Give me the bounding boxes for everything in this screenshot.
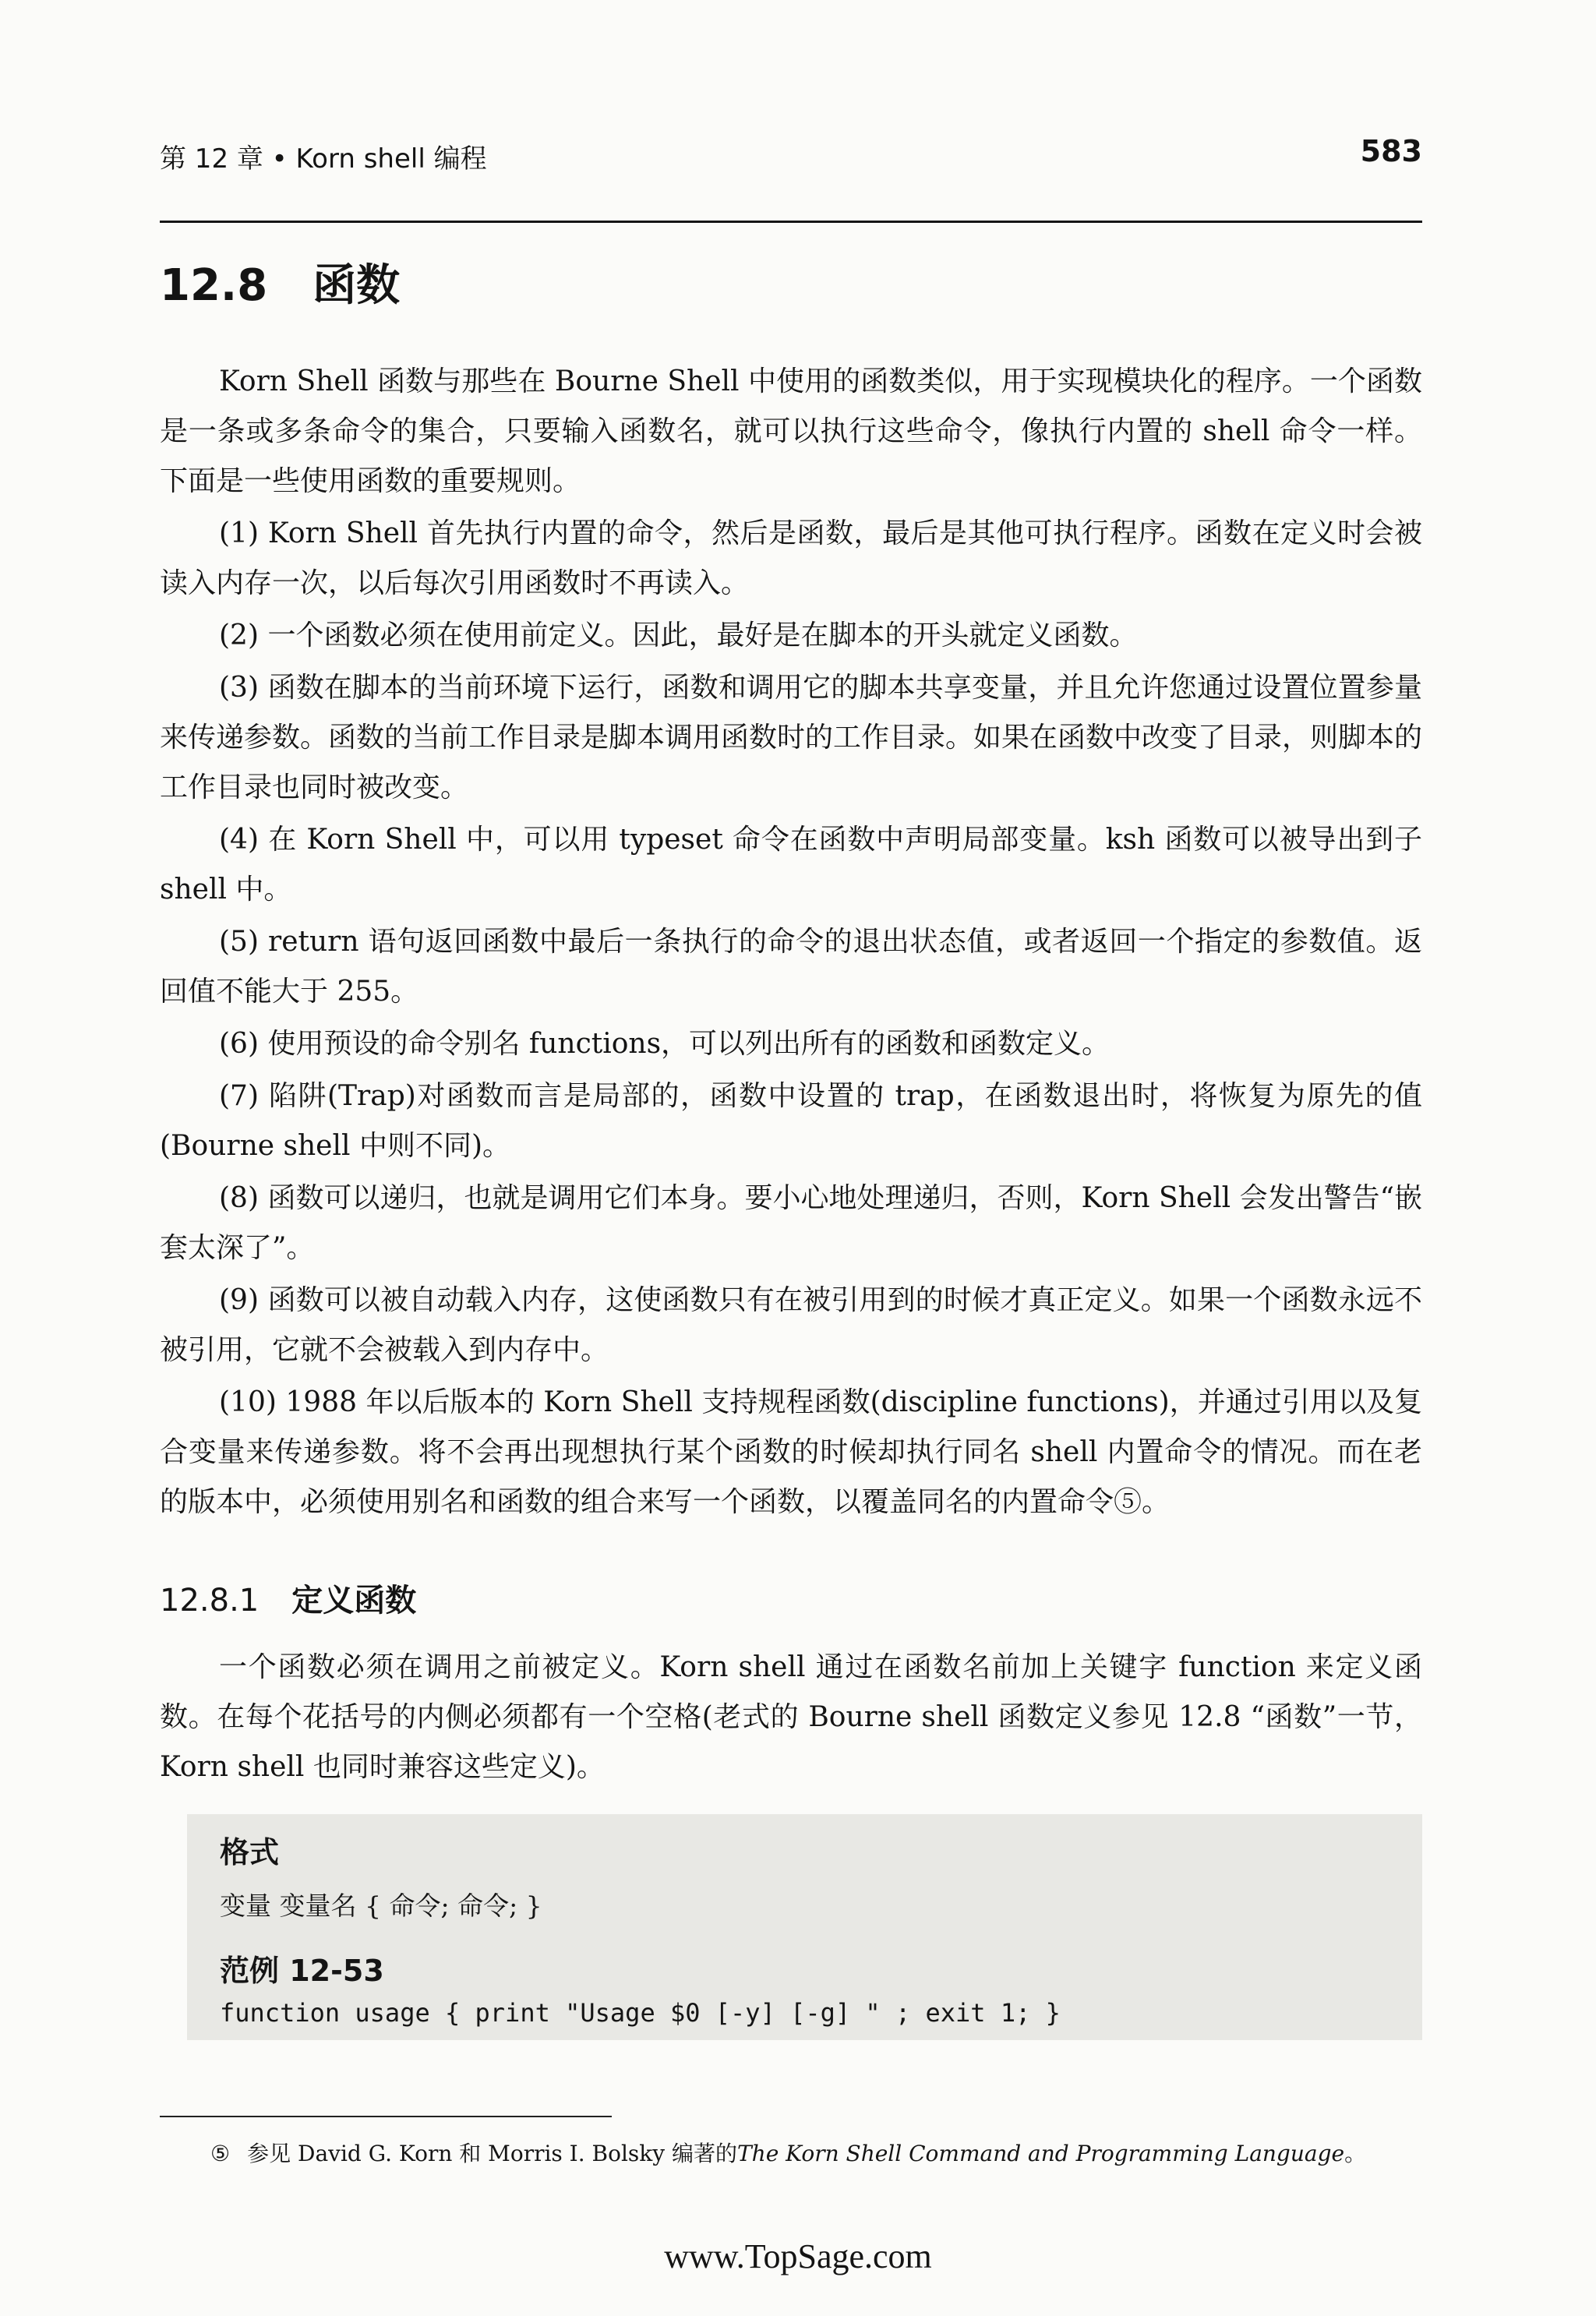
subsection-title: 定义函数 [291, 1583, 417, 1619]
running-header [160, 131, 1422, 178]
rule-item: (2) 一个函数必须在使用前定义。因此，最好是在脚本的开头就定义函数。 [219, 620, 1138, 651]
example-label: 范例 12-53 [220, 1954, 384, 1988]
footnote-marker: ⑤ [210, 2141, 231, 2166]
footnote-text: 参见 David G. Korn 和 Morris I. Bolsky 编著的 [247, 2141, 737, 2166]
rule-item: (10) 1988 年以后版本的 Korn Shell 支持规程函数(discipline functions)，并通过引用以及复合变量来传递参数。将不会再出现想执行某个函数的时候却执行同名 shell 内置命令的情况。而在老的版本中，必须使用别名和函数的组合来写一个函数，以覆盖同名的内置命令⑤。 [160, 1386, 1422, 1518]
footnote-suffix: 。 [1344, 2141, 1367, 2166]
rule-item: (8) 函数可以递归，也就是调用它们本身。要小心地处理递归，否则，Korn Shell 会发出警告“嵌套太深了”。 [160, 1182, 1422, 1264]
subsection-body [160, 1643, 1422, 1795]
header-rule [160, 221, 1422, 223]
watermark-url: www.TopSage.com [664, 2237, 932, 2275]
rule-item: (1) Korn Shell 首先执行内置的命令，然后是函数，最后是其他可执行程序。函数在定义时会被读入内存一次，以后每次引用函数时不再读入。 [160, 517, 1422, 599]
paragraph: Korn Shell 函数与那些在 Bourne Shell 中使用的函数类似，用于实现模块化的程序。一个函数是一条或多条命令的集合，只要输入函数名，就可以执行这些命令，像执行内置的 shell 命令一样。下面是一些使用函数的重要规则。 [160, 365, 1422, 497]
paragraph: 一个函数必须在调用之前被定义。Korn shell 通过在函数名前加上关键字 function 来定义函数。在每个花括号的内侧必须都有一个空格(老式的 Bourne shell 函数定义参见 12.8 “函数”一节，Korn shell 也同时兼容这些定义)。 [160, 1651, 1422, 1783]
footnote [210, 2137, 1366, 2168]
rule-item: (5) return 语句返回函数中最后一条执行的命令的退出状态值，或者返回一个指定的参数值。返回值不能大于 255。 [160, 926, 1422, 1008]
footnote-book-title: The Korn Shell Command and Programming Language [737, 2141, 1345, 2166]
rule-item: (6) 使用预设的命令别名 functions，可以列出所有的函数和函数定义。 [219, 1028, 1110, 1060]
section-heading [160, 251, 400, 313]
example-code: function usage { print "Usage $0 [-y] [-g] " ; exit 1; } [220, 1998, 1061, 2028]
format-example-box [187, 1814, 1422, 2040]
section-number: 12.8 [160, 260, 268, 311]
rule-item: (9) 函数可以被自动载入内存，这使函数只有在被引用到的时候才真正定义。如果一个函数永远不被引用，它就不会被载入到内存中。 [160, 1284, 1422, 1366]
rule-item: (7) 陷阱(Trap)对函数而言是局部的，函数中设置的 trap，在函数退出时，将恢复为原先的值(Bourne shell 中则不同)。 [160, 1080, 1422, 1162]
chapter-title: 第 12 章 • Korn shell 编程 [160, 143, 487, 175]
subsection-number: 12.8.1 [160, 1583, 260, 1619]
intro-body [160, 357, 1422, 1530]
rule-item: (4) 在 Korn Shell 中，可以用 typeset 命令在函数中声明局部变量。ksh 函数可以被导出到子 shell 中。 [160, 824, 1422, 906]
footnote-rule [160, 2116, 612, 2117]
subsection-heading [160, 1576, 416, 1620]
section-title: 函数 [312, 260, 401, 311]
rule-item: (3) 函数在脚本的当前环境下运行，函数和调用它的脚本共享变量，并且允许您通过设置位置参量来传递参数。函数的当前工作目录是脚本调用函数时的工作目录。如果在函数中改变了目录，则脚本的工作目录也同时被改变。 [160, 672, 1423, 803]
format-label: 格式 [220, 1835, 280, 1869]
format-syntax: 变量 变量名 { 命令; 命令; } [220, 1891, 542, 1921]
page-number: 583 [1360, 134, 1422, 168]
